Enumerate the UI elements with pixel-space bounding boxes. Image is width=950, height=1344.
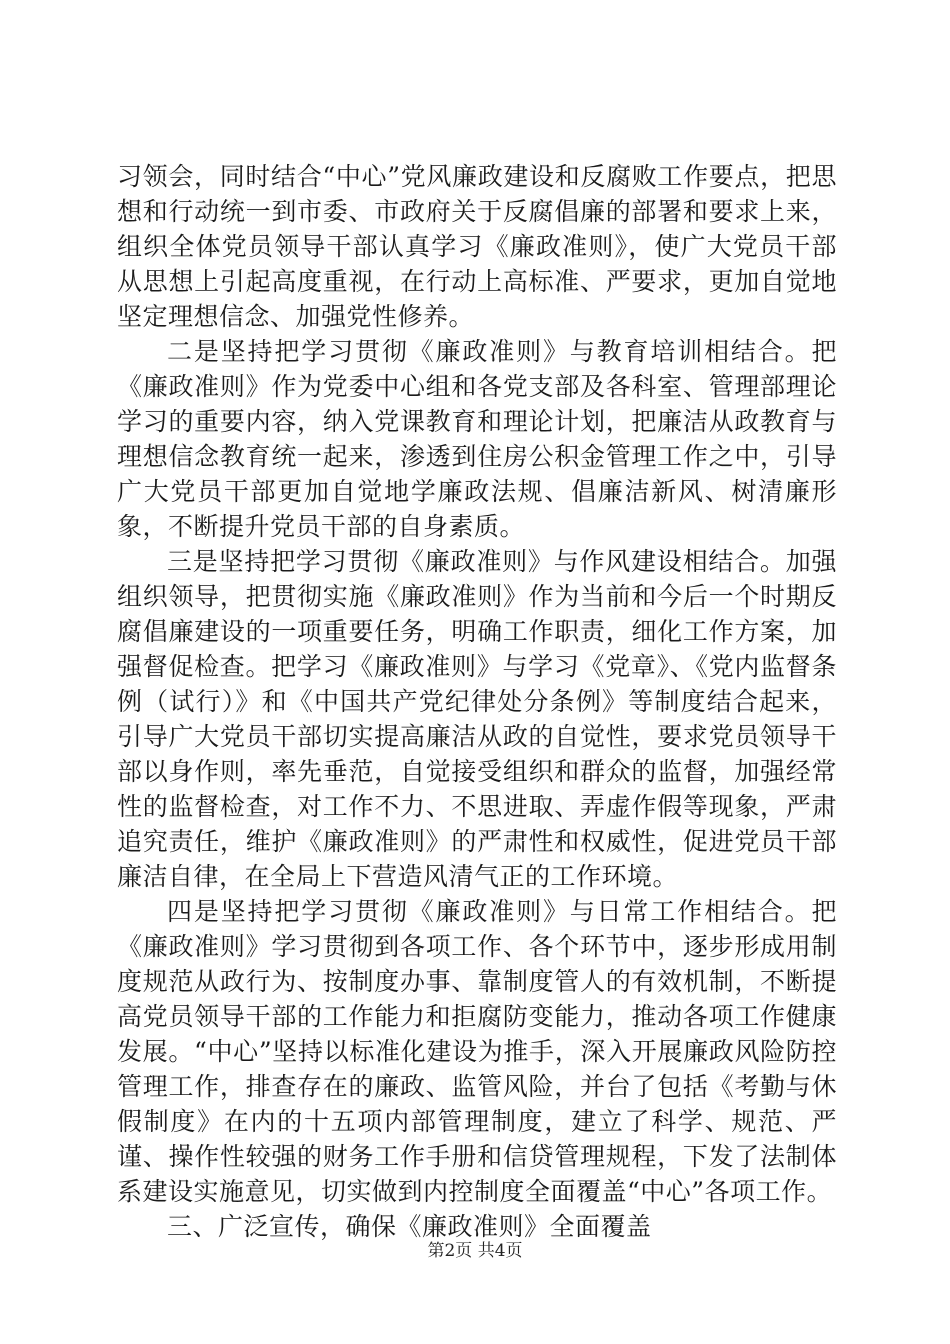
paragraph-3: 三是坚持把学习贯彻《廉政准则》与作风建设相结合。加强组织领导，把贯彻实施《廉政准则》作为当前和今后一个时期反腐倡廉建设的一项重要任务，明确工作职责，细化工作方案，加强督促检查。把学习《廉政准则》与学习《党章》、《党内监督条例（试行）》和《中国共产党纪律处分条例》等制度结合起来，引导广大党员干部切实提高廉洁从政的自觉性，要求党员领导干部以身作则，率先垂范，自觉接受组织和群众的监督，加强经常性的监督检查，对工作不力、不思进取、弄虚作假等现象，严肃追究责任，维护《廉政准则》的严肃性和权威性，促进党员干部廉洁自律，在全局上下营造风清气正的工作环境。 [117,547,837,891]
page-number-footer: 第2页 共4页 [427,1241,523,1261]
paragraph-2: 二是坚持把学习贯彻《廉政准则》与教育培训相结合。把《廉政准则》作为党委中心组和各党支部及各科室、管理部理论学习的重要内容，纳入党课教育和理论计划，把廉洁从政教育与理想信念教育统一起来，渗透到住房公积金管理工作之中，引导广大党员干部更加自觉地学廉政法规、倡廉洁新风、树清廉形象，不断提升党员干部的自身素质。 [117,337,837,541]
section-heading: 三、广泛宣传，确保《廉政准则》全面覆盖 [167,1212,652,1241]
paragraph-4: 四是坚持把学习贯彻《廉政准则》与日常工作相结合。把《廉政准则》学习贯彻到各项工作、各个环节中，逐步形成用制度规范从政行为、按制度办事、靠制度管人的有效机制，不断提高党员领导干部的工作能力和拒腐防变能力，推动各项工作健康发展。“中心”坚持以标准化建设为推手，深入开展廉政风险防控管理工作，排查存在的廉政、监管风险，并台了包括《考勤与休假制度》在内的十五项内部管理制度，建立了科学、规范、严谨、操作性较强的财务工作手册和信贷管理规程，下发了法制体系建设实施意见，切实做到内控制度全面覆盖“中心”各项工作。 [117,897,837,1206]
paragraph-1: 习领会，同时结合“中心”党风廉政建设和反腐败工作要点，把思想和行动统一到市委、市政府关于反腐倡廉的部署和要求上来，组织全体党员领导干部认真学习《廉政准则》，使广大党员干部从思想上引起高度重视，在行动上高标准、严要求，更加自觉地坚定理想信念、加强党性修养。 [117,162,837,331]
document-body [117,159,837,1244]
